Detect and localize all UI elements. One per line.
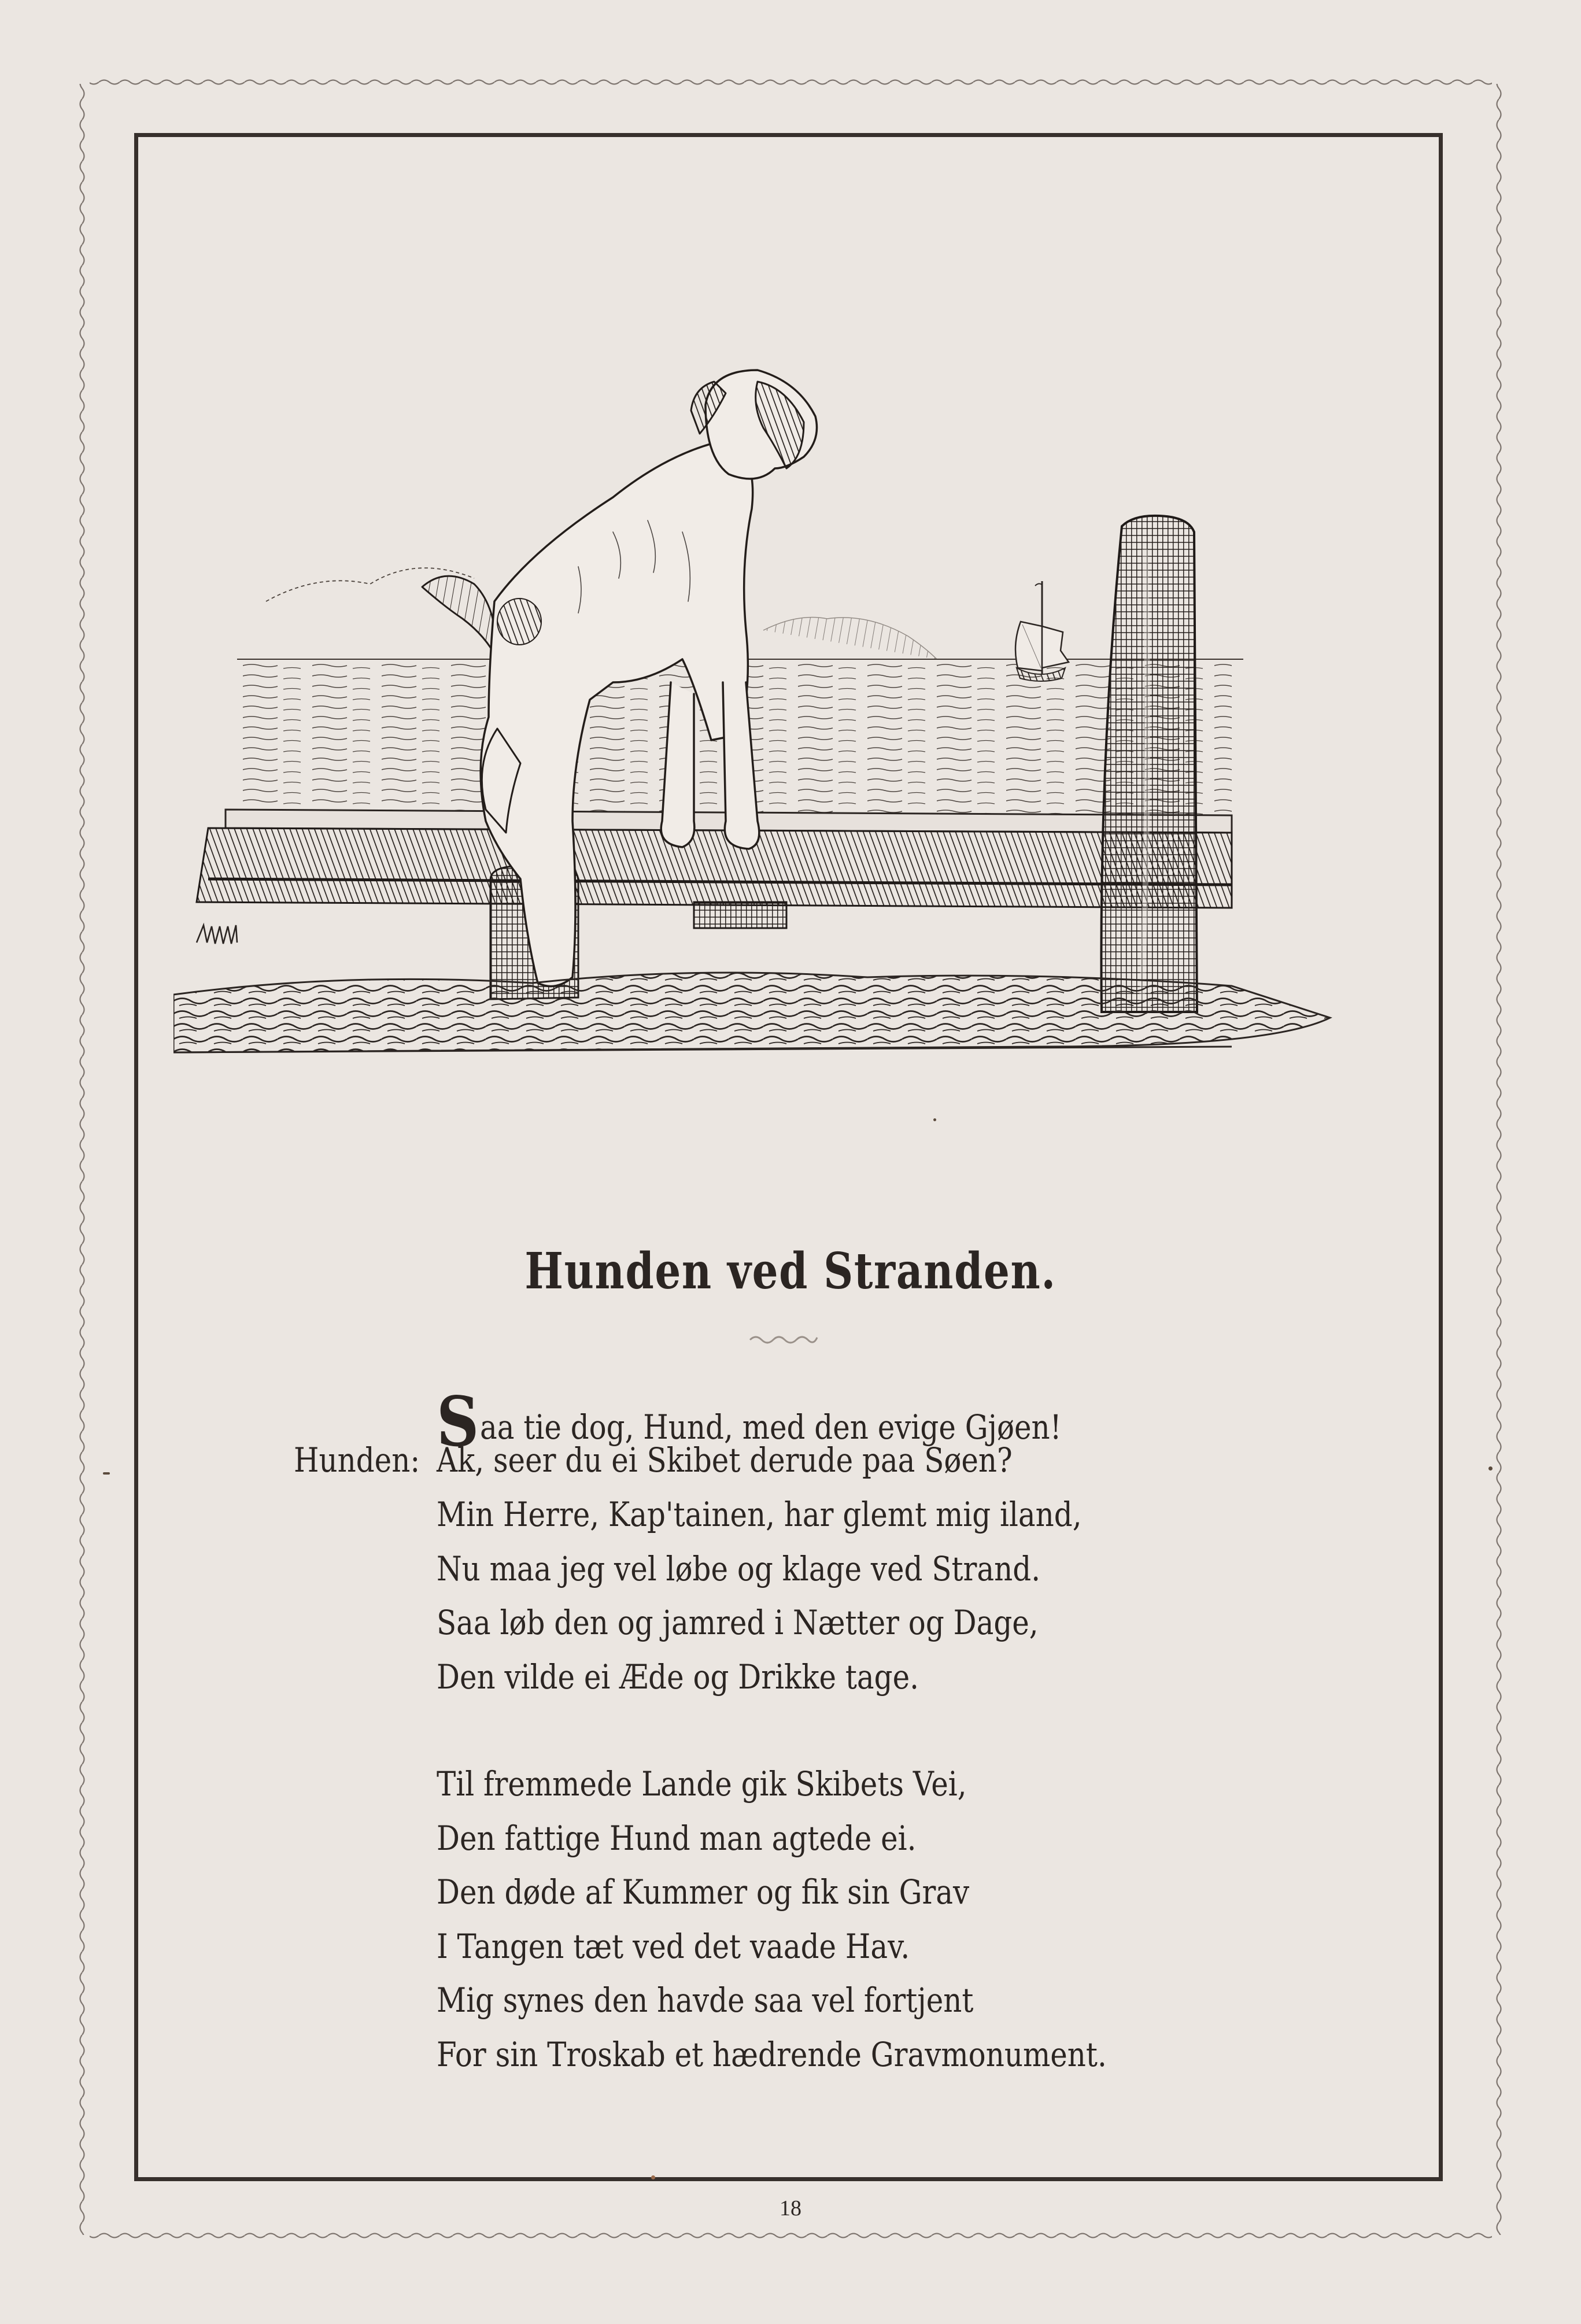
pier-beam: [197, 810, 1232, 928]
poem-line: I Tangen tæt ved det vaade Hav.: [437, 1927, 910, 1966]
page-number: 18: [780, 2196, 801, 2220]
speaker-label: Hunden:: [294, 1440, 420, 1480]
ink-speck: [651, 2175, 655, 2179]
poem-line: Den døde af Kummer og fik sin Grav: [437, 1872, 970, 1912]
poem-line: Nu maa jeg vel løbe og klage ved Strand.: [437, 1549, 1041, 1588]
poem-line: Saa løb den og jamred i Nætter og Dage,: [437, 1603, 1039, 1642]
poem-title: Hunden ved Stranden.: [524, 1242, 1057, 1300]
poem-line: Til fremmede Lande gik Skibets Vei,: [437, 1764, 967, 1804]
stone-shore: [173, 973, 1330, 1052]
dog-by-the-shore-illustration: [173, 359, 1388, 1093]
poem-line: Min Herre, Kap'tainen, har glemt mig iland,: [437, 1495, 1082, 1534]
drop-initial: S: [437, 1381, 479, 1462]
ink-speck: [1488, 1466, 1493, 1470]
ink-speck: [933, 1118, 936, 1121]
poem-line: Saa tie dog, Hund, med den evige Gjøen!: [437, 1381, 1062, 1462]
poem-line: Den fattige Hund man agtede ei.: [437, 1819, 917, 1858]
ink-speck: [103, 1472, 110, 1475]
title-ornament-swash: [749, 1333, 818, 1347]
poem-line: Den vilde ei Æde og Drikke tage.: [437, 1657, 919, 1697]
poem-line: For sin Troskab et hædrende Gravmonument.: [437, 2035, 1107, 2074]
mooring-post: [1101, 516, 1197, 1012]
engraver-monogram: [197, 925, 237, 944]
poem-line: Mig synes den havde saa vel fortjent: [437, 1981, 974, 2020]
poem-line: Ak, seer du ei Skibet derude paa Søen?: [437, 1440, 1013, 1480]
